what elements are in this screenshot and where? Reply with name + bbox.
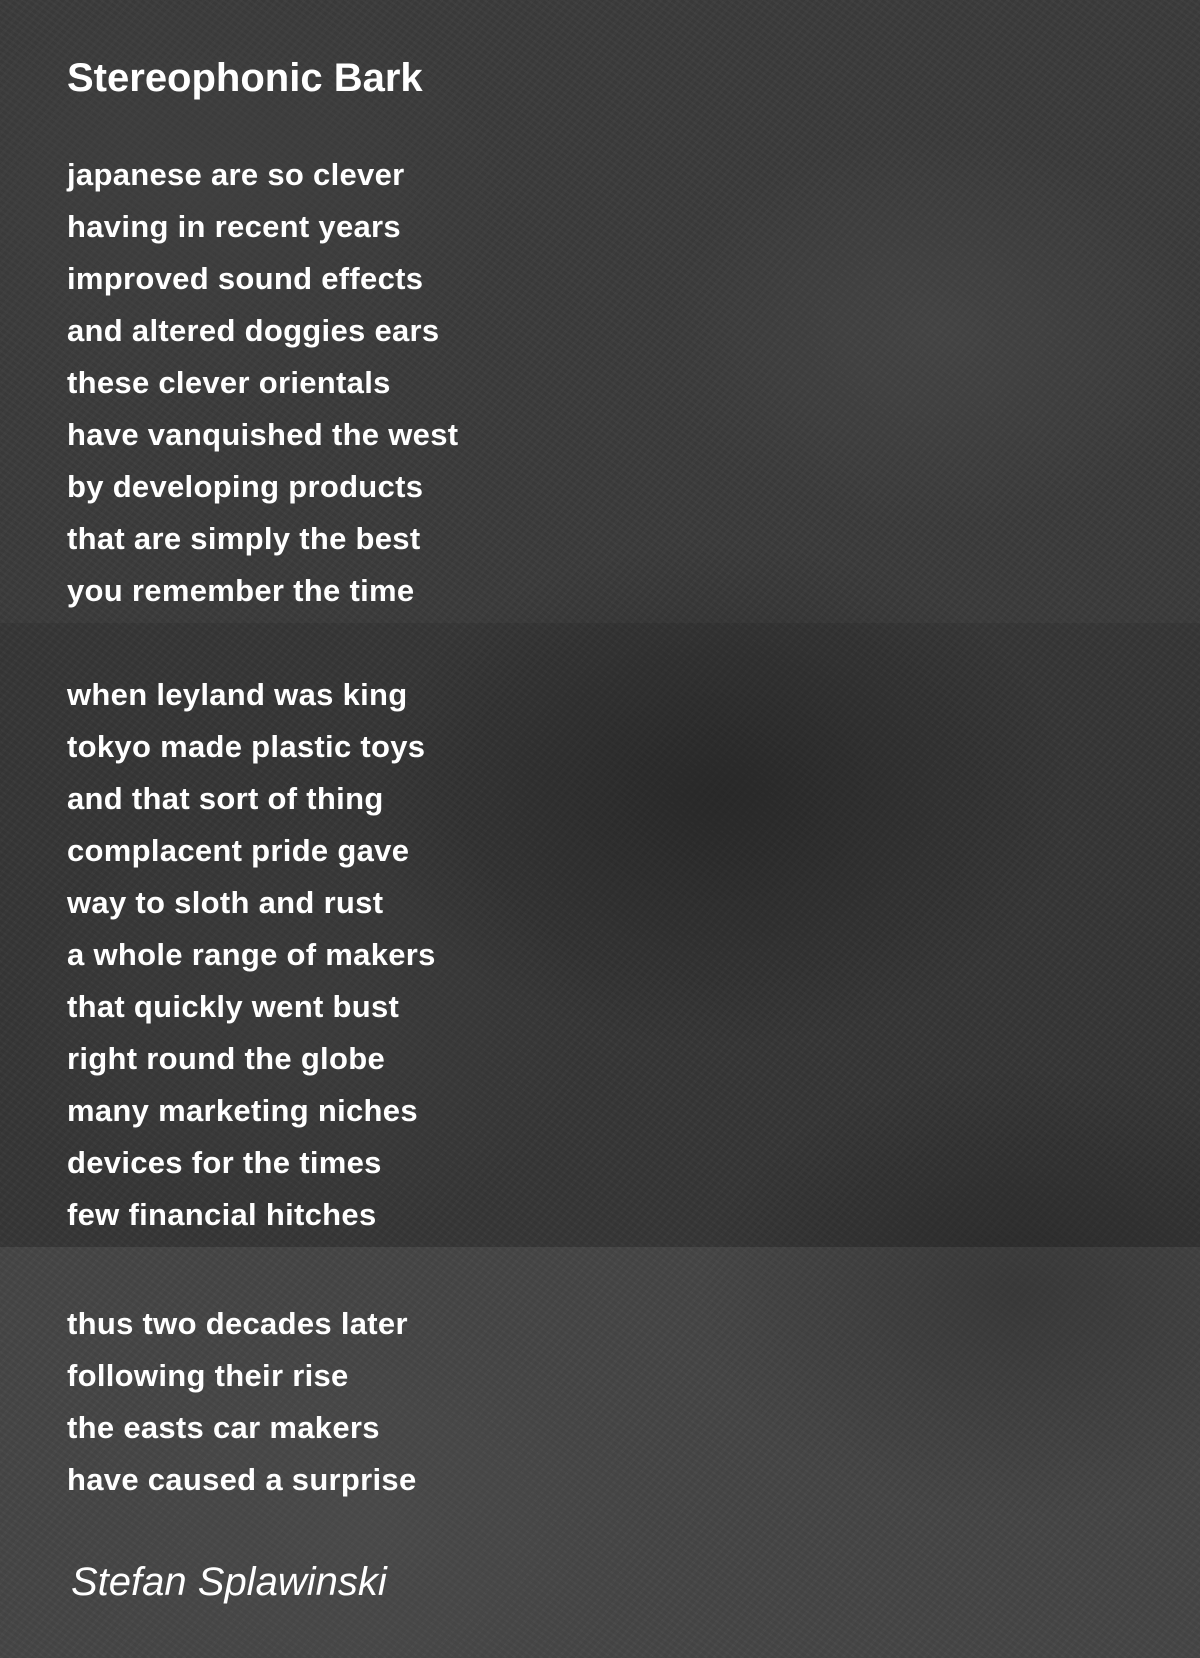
poem-line: these clever orientals <box>67 365 391 400</box>
poem-line: right round the globe <box>67 1041 385 1076</box>
poem-line: the easts car makers <box>67 1410 380 1445</box>
poem-line: that quickly went bust <box>67 989 400 1024</box>
poem-line: a whole range of makers <box>67 937 436 972</box>
poem-line: improved sound effects <box>67 261 424 296</box>
poem-line: devices for the times <box>67 1145 382 1180</box>
stanza-2 <box>67 669 436 1241</box>
poem-line: few financial hitches <box>67 1197 377 1232</box>
poem-author: Stefan Splawinski <box>71 1560 387 1604</box>
stanza-1 <box>67 149 458 617</box>
poem-title: Stereophonic Bark <box>67 56 423 100</box>
poem-line: complacent pride gave <box>67 833 410 868</box>
poem-line: that are simply the best <box>67 521 421 556</box>
poem-line: tokyo made plastic toys <box>67 729 426 764</box>
poem-line: thus two decades later <box>67 1306 408 1341</box>
stanza-3 <box>67 1298 417 1506</box>
poem-line: many marketing niches <box>67 1093 418 1128</box>
poem-line: having in recent years <box>67 209 401 244</box>
poem-line: and altered doggies ears <box>67 313 440 348</box>
poem-line: you remember the time <box>67 573 415 608</box>
poem-line: way to sloth and rust <box>67 885 384 920</box>
poem-line: by developing products <box>67 469 424 504</box>
poem-line: have caused a surprise <box>67 1462 417 1497</box>
poem-line: japanese are so clever <box>67 157 405 192</box>
poem-line: when leyland was king <box>67 677 408 712</box>
poem-line: and that sort of thing <box>67 781 384 816</box>
poem-line: have vanquished the west <box>67 417 459 452</box>
poem-line: following their rise <box>67 1358 349 1393</box>
